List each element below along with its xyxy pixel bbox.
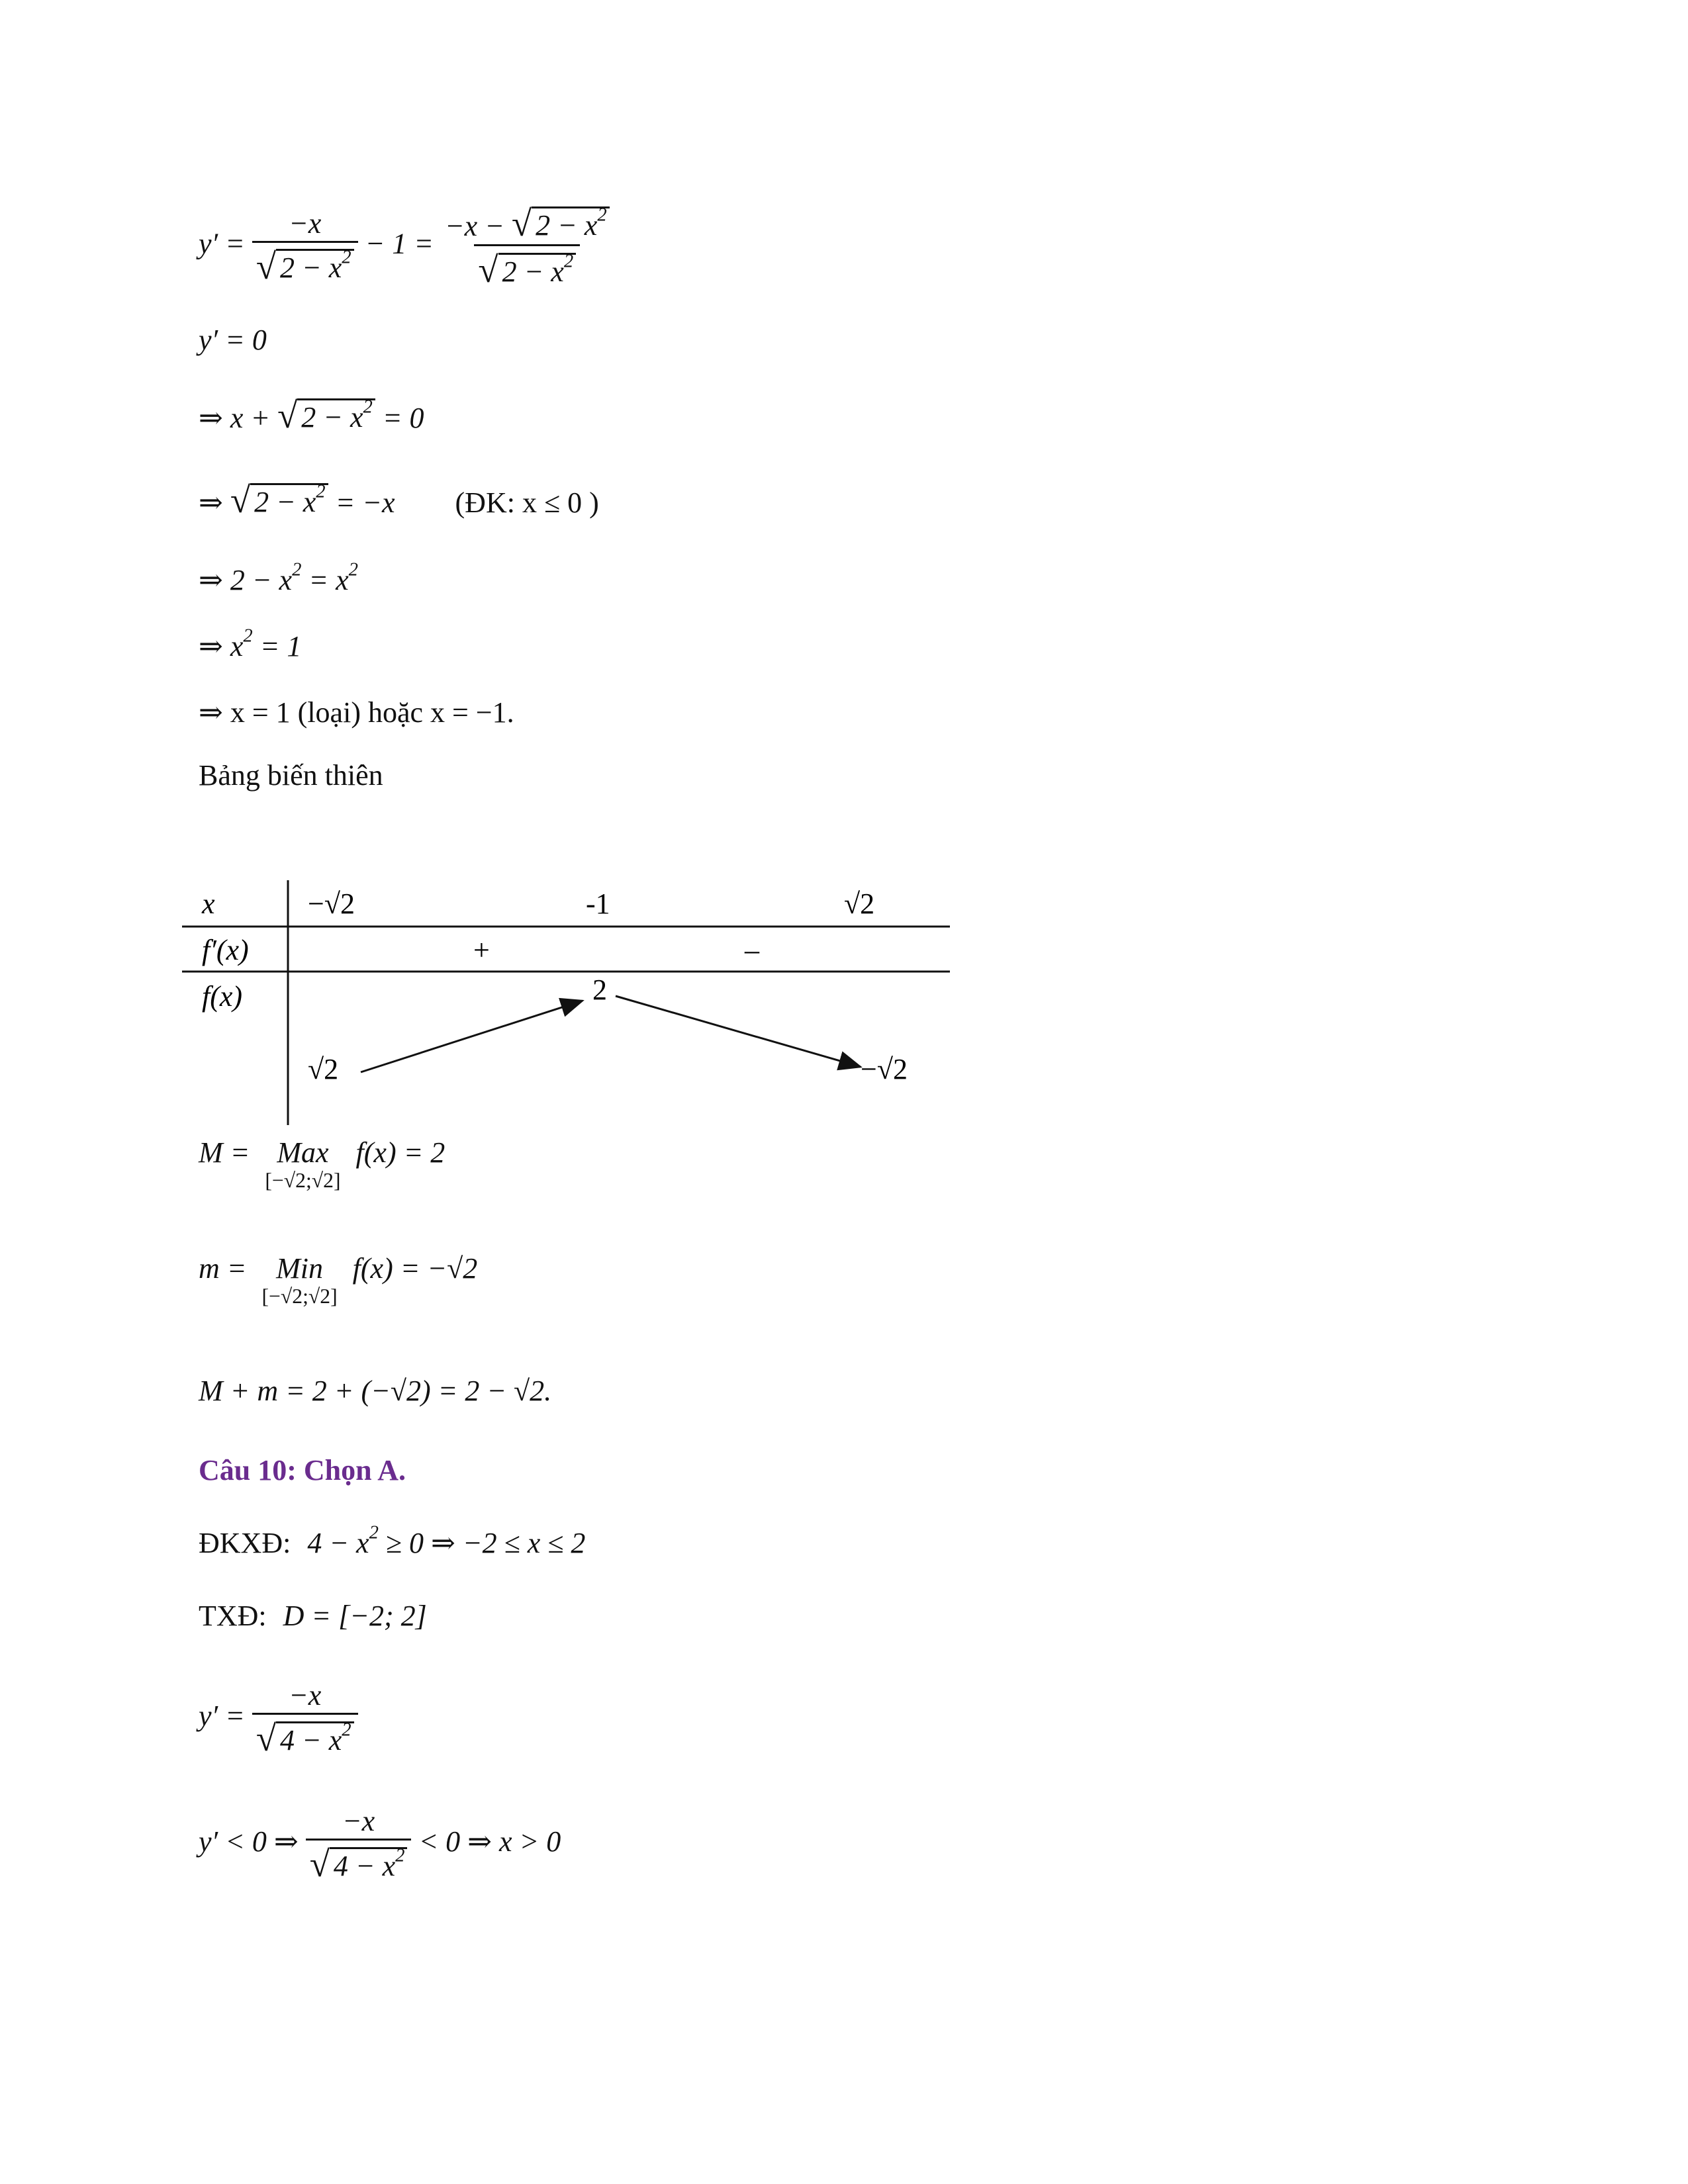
step-4-lead: ⇒ x <box>199 630 244 662</box>
row-label-fprime: f′(x) <box>202 934 249 966</box>
ineq-radicand: 4 − x <box>333 1849 396 1882</box>
max-op-label: Max <box>277 1136 329 1169</box>
step-5: ⇒ x = 1 (loại) hoặc x = −1. <box>199 696 514 729</box>
dkxd-expr-b: ≥ 0 ⇒ −2 ≤ x ≤ 2 <box>378 1527 586 1559</box>
sum-line: M + m = 2 + (−√2) = 2 − √2. <box>199 1375 552 1407</box>
step-3 <box>199 559 358 596</box>
f-value-left: √2 <box>308 1053 339 1085</box>
exponent: 2 <box>342 1719 352 1741</box>
min-operator <box>261 1254 337 1307</box>
cau10-derivative <box>199 1681 358 1756</box>
dkxd-label: ĐKXĐ: <box>199 1527 291 1559</box>
exponent: 2 <box>292 559 302 580</box>
txd-line <box>199 1602 427 1631</box>
exponent: 2 <box>563 251 574 272</box>
dkxd-line <box>199 1522 586 1559</box>
cau10-inequality <box>199 1807 561 1882</box>
cau10-fraction-numerator: −x <box>289 1679 322 1711</box>
exponent: 2 <box>348 559 358 580</box>
min-tail: f(x) = −√2 <box>352 1252 478 1285</box>
step-3-lead: ⇒ 2 − x <box>199 564 293 596</box>
ineq-fraction: −x √ $4 - x^2$ <box>306 1807 412 1882</box>
fraction-1-radicand: 2 − x <box>280 251 342 285</box>
exponent: 2 <box>316 481 326 502</box>
condition-note: (ĐK: x ≤ 0 ) <box>455 486 599 519</box>
sign-right: – <box>745 934 759 966</box>
exponent: 2 <box>369 1522 379 1543</box>
max-operator <box>265 1138 340 1191</box>
exponent: 2 <box>363 396 373 418</box>
max-interval: [−√2;√2] <box>265 1169 341 1192</box>
step-4 <box>199 625 302 662</box>
exponent: 2 <box>395 1845 405 1866</box>
fraction-1: −x √ $2 - x^2$ <box>252 209 358 285</box>
y-prime-label: y′ = <box>199 227 245 260</box>
step-1-radicand: 2 − x <box>301 400 363 433</box>
cau10-fraction-radicand: 4 − x <box>280 1723 342 1756</box>
min-interval: [−√2;√2] <box>261 1285 338 1308</box>
exponent: 2 <box>597 205 607 226</box>
row-label-x: x <box>202 887 215 920</box>
x-value-right: √2 <box>844 887 875 920</box>
decreasing-arrow <box>616 996 861 1067</box>
min-op-label: Min <box>276 1252 324 1285</box>
step-2-lead: ⇒ <box>199 486 223 519</box>
step-3-mid: = x <box>301 564 349 596</box>
cau10-fraction: −x √ $4 - x^2$ <box>252 1681 358 1756</box>
cau10-yp-lead: y′ = <box>199 1700 245 1733</box>
ineq-lead: y′ < 0 ⇒ <box>199 1825 299 1858</box>
exponent: 2 <box>342 247 352 268</box>
step-1-lead: ⇒ x + <box>199 402 271 434</box>
derivative-formula <box>199 205 614 288</box>
exponent: 2 <box>243 625 253 647</box>
fraction-2-numerator-radicand: 2 − x <box>536 208 598 242</box>
step-2-tail: = −x <box>335 486 395 519</box>
ineq-numerator: −x <box>342 1805 375 1837</box>
min-line <box>199 1254 477 1307</box>
step-2-radicand: 2 − x <box>254 485 316 518</box>
step-2: ⇒ √ $2 - x^2$ = −x (ĐK: x ≤ 0 ) <box>199 480 599 520</box>
cau10-heading: Câu 10: Chọn A. <box>199 1454 406 1486</box>
step-1-tail: = 0 <box>382 402 424 434</box>
max-tail: f(x) = 2 <box>355 1136 445 1169</box>
dkxd-expr-a: 4 − x <box>307 1527 369 1559</box>
step-1: ⇒ x + √ $2 - x^2$ = 0 <box>199 395 424 435</box>
ineq-tail: < 0 ⇒ x > 0 <box>418 1825 561 1858</box>
max-line <box>199 1138 445 1191</box>
max-lead: M = <box>199 1136 250 1169</box>
step-4-tail: = 1 <box>252 630 302 662</box>
fraction-2: −x − √ $2 - x^2$ √ $2 - x^2$ <box>441 205 614 288</box>
row-label-f: f(x) <box>202 980 243 1013</box>
f-value-right: −√2 <box>861 1053 908 1085</box>
f-value-top: 2 <box>592 974 607 1006</box>
fraction-2-numerator-lead: −x − <box>444 210 504 242</box>
fraction-1-numerator: −x <box>289 206 322 240</box>
sign-left: + <box>473 934 490 966</box>
y-prime-zero: y′ = 0 <box>199 324 267 356</box>
txd-label: TXĐ: <box>199 1600 267 1632</box>
variation-table <box>0 874 1688 1138</box>
increasing-arrow <box>361 1001 583 1072</box>
x-value-mid: -1 <box>586 887 610 920</box>
fraction-2-denominator-radicand: 2 − x <box>502 255 564 288</box>
x-value-left: −√2 <box>308 887 355 920</box>
minus-one: − 1 = <box>365 227 434 260</box>
min-lead: m = <box>199 1252 247 1285</box>
txd-expr: D = [−2; 2] <box>283 1600 427 1632</box>
table-title: Bảng biến thiên <box>199 759 383 792</box>
